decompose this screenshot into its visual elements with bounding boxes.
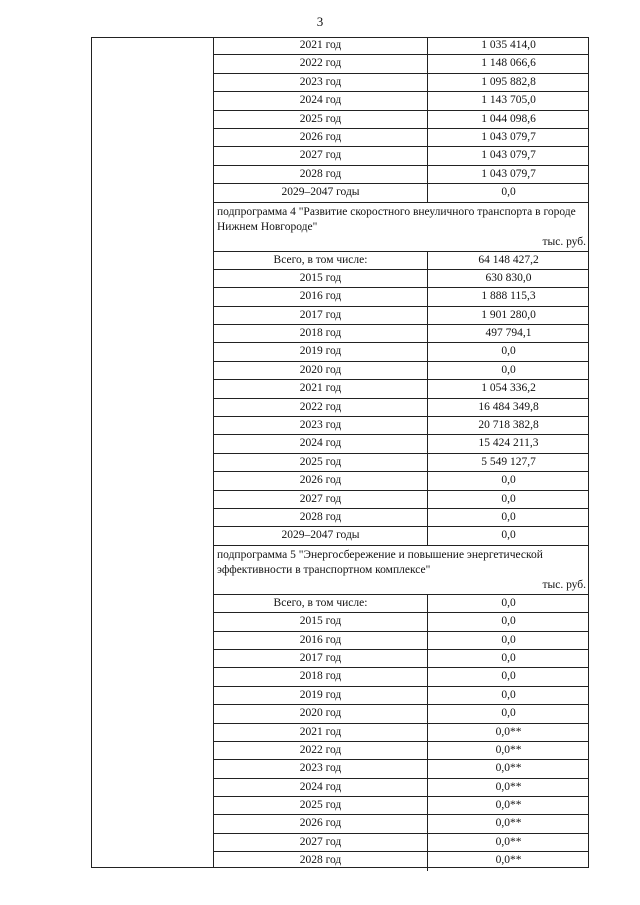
value-cell: 0,0 <box>501 474 516 487</box>
value-cell: 0,0 <box>501 596 516 609</box>
subprogram5-heading <box>214 546 589 595</box>
table-content <box>214 37 589 871</box>
year-cell: 2017 год <box>214 307 428 324</box>
year-cell: 2024 год <box>214 435 428 452</box>
table-row <box>214 760 589 778</box>
subprogram4-heading <box>214 203 589 252</box>
year-cell: 2023 год <box>214 417 428 434</box>
table-row <box>214 184 589 202</box>
year-cell: 2025 год <box>214 111 428 128</box>
table-row <box>214 472 589 490</box>
value-cell: 0,0** <box>495 743 522 756</box>
year-cell: 2018 год <box>214 668 428 685</box>
year-cell: 2023 год <box>214 760 428 777</box>
table-row <box>214 166 589 184</box>
table-row <box>214 252 589 270</box>
value-cell: 1 043 079,7 <box>481 149 536 162</box>
value-cell: 0,0 <box>501 615 516 628</box>
table-row <box>214 742 589 760</box>
table-row <box>214 613 589 631</box>
year-cell: Всего, в том числе: <box>214 252 428 269</box>
subprogram4-rows <box>214 252 589 546</box>
table-row <box>214 632 589 650</box>
year-cell: 2026 год <box>214 472 428 489</box>
table-row <box>214 307 589 325</box>
value-cell: 0,0** <box>495 799 522 812</box>
left-column <box>91 37 214 868</box>
value-cell: 0,0 <box>501 633 516 646</box>
subprogram4-unit: тыс. руб. <box>542 235 586 248</box>
subprogram5-unit: тыс. руб. <box>542 578 586 591</box>
table-row <box>214 815 589 833</box>
value-cell: 0,0** <box>495 725 522 738</box>
year-cell: 2026 год <box>214 815 428 832</box>
value-cell: 0,0 <box>501 707 516 720</box>
value-cell: 0,0 <box>501 186 516 199</box>
year-cell: 2028 год <box>214 166 428 183</box>
value-cell: 497 794,1 <box>485 327 532 340</box>
value-cell: 64 148 427,2 <box>478 253 539 266</box>
table-row <box>214 852 589 870</box>
year-cell: 2022 год <box>214 742 428 759</box>
table-row <box>214 509 589 527</box>
table-row <box>214 834 589 852</box>
year-cell: 2027 год <box>214 147 428 164</box>
value-cell: 0,0 <box>501 688 516 701</box>
year-cell: 2018 год <box>214 325 428 342</box>
table-row <box>214 343 589 361</box>
year-cell: 2028 год <box>214 852 428 870</box>
table-row <box>214 37 589 55</box>
table-row <box>214 270 589 288</box>
table-row <box>214 380 589 398</box>
year-cell: 2026 год <box>214 129 428 146</box>
table-row <box>214 55 589 73</box>
year-cell: 2021 год <box>214 380 428 397</box>
value-cell: 0,0** <box>495 762 522 775</box>
year-cell: 2020 год <box>214 705 428 722</box>
table-row <box>214 527 589 545</box>
value-cell: 1 888 115,3 <box>481 290 536 303</box>
value-cell: 1 043 079,7 <box>481 167 536 180</box>
table-row <box>214 668 589 686</box>
value-cell: 0,0** <box>495 835 522 848</box>
year-cell: 2029–2047 годы <box>214 184 428 201</box>
year-cell: 2028 год <box>214 509 428 526</box>
table-row <box>214 435 589 453</box>
value-cell: 15 424 211,3 <box>478 437 539 450</box>
table-row <box>214 129 589 147</box>
subprogram5-title: подпрограмма 5 "Энергосбережение и повышение энергетической эффективности в транспортном комплексе" <box>217 548 543 576</box>
table-row <box>214 491 589 509</box>
year-cell: 2020 год <box>214 362 428 379</box>
year-cell: 2025 год <box>214 797 428 814</box>
table-row <box>214 454 589 472</box>
year-cell: 2025 год <box>214 454 428 471</box>
year-cell: 2016 год <box>214 632 428 649</box>
year-cell: 2022 год <box>214 55 428 72</box>
value-cell: 5 549 127,7 <box>481 455 536 468</box>
year-cell: 2015 год <box>214 270 428 287</box>
subprogram5-rows <box>214 595 589 871</box>
year-cell: 2027 год <box>214 834 428 851</box>
value-cell: 1 901 280,0 <box>481 308 536 321</box>
value-cell: 16 484 349,8 <box>478 400 539 413</box>
table-row <box>214 687 589 705</box>
value-cell: 0,0 <box>501 510 516 523</box>
table-row <box>214 724 589 742</box>
value-cell: 1 148 066,6 <box>481 57 536 70</box>
table-row <box>214 779 589 797</box>
table-row <box>214 399 589 417</box>
year-cell: 2024 год <box>214 92 428 109</box>
table-row <box>214 92 589 110</box>
value-cell: 1 095 882,8 <box>481 75 536 88</box>
year-cell: 2019 год <box>214 343 428 360</box>
page-number: 3 <box>316 14 324 29</box>
table-row <box>214 417 589 435</box>
value-cell: 1 035 414,0 <box>481 39 536 51</box>
value-cell: 0,0** <box>495 780 522 793</box>
year-cell: 2029–2047 годы <box>214 527 428 544</box>
table-row <box>214 111 589 129</box>
year-cell: 2024 год <box>214 779 428 796</box>
year-cell: 2019 год <box>214 687 428 704</box>
year-cell: 2027 год <box>214 491 428 508</box>
value-cell: 0,0** <box>495 854 522 867</box>
year-cell: 2015 год <box>214 613 428 630</box>
year-cell: Всего, в том числе: <box>214 595 428 612</box>
table-row <box>214 595 589 613</box>
table-row <box>214 74 589 92</box>
value-cell: 1 054 336,2 <box>481 382 536 395</box>
year-cell: 2016 год <box>214 288 428 305</box>
year-cell: 2017 год <box>214 650 428 667</box>
value-cell: 20 718 382,8 <box>478 419 539 432</box>
value-cell: 1 143 705,0 <box>481 94 536 107</box>
block1-rows <box>214 37 589 203</box>
table-row <box>214 147 589 165</box>
value-cell: 0,0 <box>501 492 516 505</box>
value-cell: 0,0 <box>501 345 516 358</box>
year-cell: 2021 год <box>214 37 428 54</box>
value-cell: 630 830,0 <box>485 271 532 284</box>
year-cell: 2022 год <box>214 399 428 416</box>
table-row <box>214 325 589 343</box>
value-cell: 1 044 098,6 <box>481 112 536 125</box>
value-cell: 0,0 <box>501 363 516 376</box>
table-row <box>214 362 589 380</box>
year-cell: 2023 год <box>214 74 428 91</box>
value-cell: 0,0 <box>501 651 516 664</box>
table-row <box>214 650 589 668</box>
table-row <box>214 288 589 306</box>
value-cell: 0,0 <box>501 670 516 683</box>
year-cell: 2021 год <box>214 724 428 741</box>
subprogram4-title: подпрограмма 4 "Развитие скоростного внеуличного транспорта в городе Нижнем Новгороде" <box>217 205 576 233</box>
value-cell: 0,0 <box>501 529 516 542</box>
value-cell: 0,0** <box>495 817 522 830</box>
table-row <box>214 797 589 815</box>
value-cell: 1 043 079,7 <box>481 130 536 143</box>
table-row <box>214 705 589 723</box>
